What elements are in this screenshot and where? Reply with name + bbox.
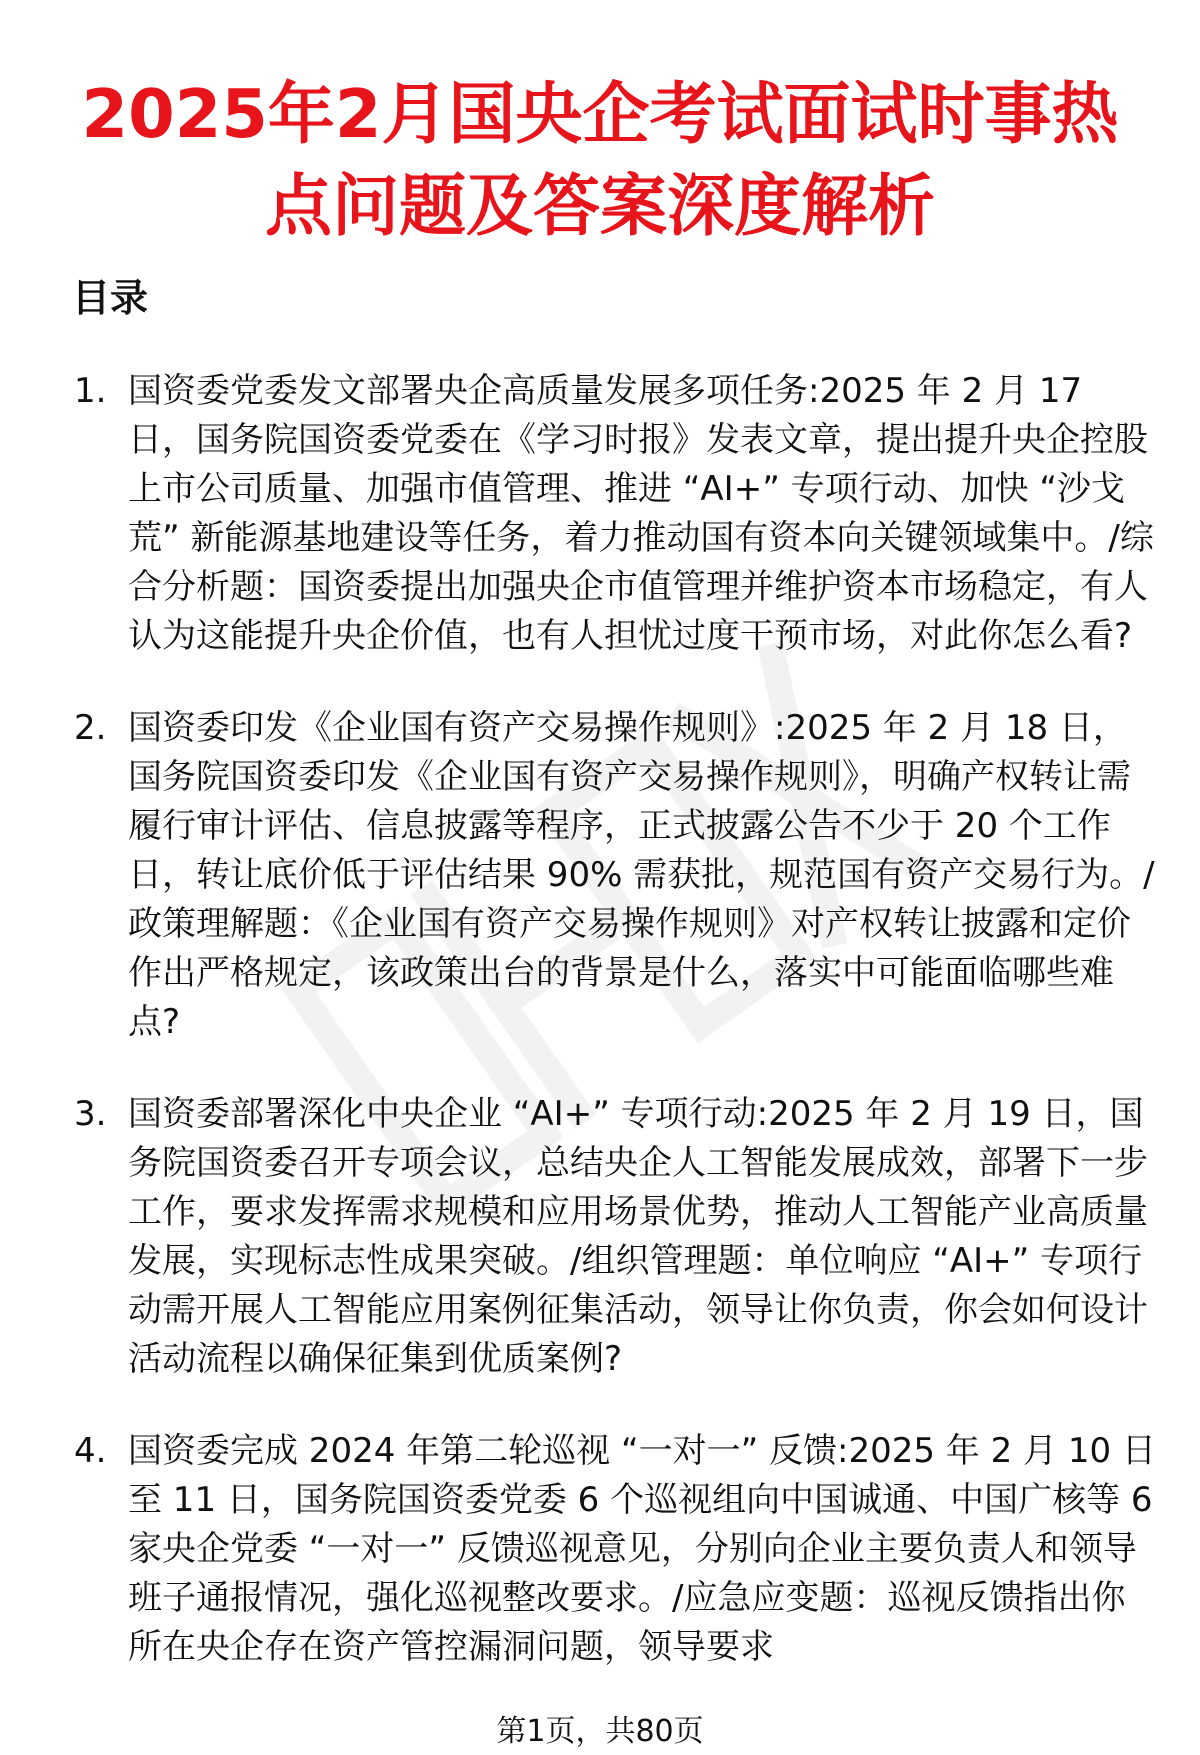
toc-item-text: 国资委部署深化中央企业 “AI+” 专项行动:2025 年 2 月 19 日，国务院国资委召开专项会议，总结央企人工智能发展成效，部署下一步工作，要求发挥需求规模和应用场景优势，推动人工智能产业高质量发展，实现标志性成果突破。/组织管理题：单位响应 “AI+” 专项行动需开展人工智能应用案例征集活动，领导让你负责，你会如何设计活动流程以确保征集到优质案例? xyxy=(128,1094,1148,1379)
toc-item-text: 国资委党委发文部署央企高质量发展多项任务:2025 年 2 月 17 日，国务院国资委党委在《学习时报》发表文章，提出提升央企控股上市公司质量、加强市值管理、推进 “AI+” 专项行动、加快 “沙戈荒” 新能源基地建设等任务，着力推动国有资本向关键领域集中。/综合分析题：国资委提出加强央企市值管理并维护资本市场稳定，有人认为这能提升央企价值，也有人担忧过度干预市场，对此你怎么看? xyxy=(128,371,1154,656)
toc-item-number: 2. xyxy=(74,708,107,748)
toc-list xyxy=(0,367,1200,1715)
toc-heading: 目录 xyxy=(72,276,149,320)
toc-item xyxy=(0,1427,1200,1672)
document-title: 2025年2月国央企考试面试时事热点问题及答案深度解析 xyxy=(81,75,1119,245)
toc-item-text: 国资委完成 2024 年第二轮巡视 “一对一” 反馈:2025 年 2 月 10 日至 11 日，国务院国资委党委 6 个巡视组向中国诚通、中国广核等 6 家央企党委 “一对一” 反馈巡视意见，分别向企业主要负责人和领导班子通报情况，强化巡视整改要求。/应急应变题：巡视反馈指出你所在央企存在资产管控漏洞问题，领导要求 xyxy=(128,1431,1156,1667)
toc-item-text: 国资委印发《企业国有资产交易操作规则》:2025 年 2 月 18 日，国务院国资委印发《企业国有资产交易操作规则》，明确产权转让需履行审计评估、信息披露等程序，正式披露公告不少于 20 个工作日，转让底价低于评估结果 90% 需获批，规范国有资产交易行为。/政策理解题：《企业国有资产交易操作规则》对产权转让披露和定价作出严格规定，该政策出台的背景是什么，落实中可能面临哪些难点? xyxy=(128,708,1155,1042)
toc-item xyxy=(0,704,1200,1047)
toc-item xyxy=(0,367,1200,661)
toc-item-number: 4. xyxy=(74,1431,107,1471)
toc-item xyxy=(0,1090,1200,1384)
toc-item-number: 3. xyxy=(74,1094,107,1134)
toc-item-number: 1. xyxy=(74,371,107,411)
page-number-footer: 第1页，共80页 xyxy=(0,1712,1200,1752)
